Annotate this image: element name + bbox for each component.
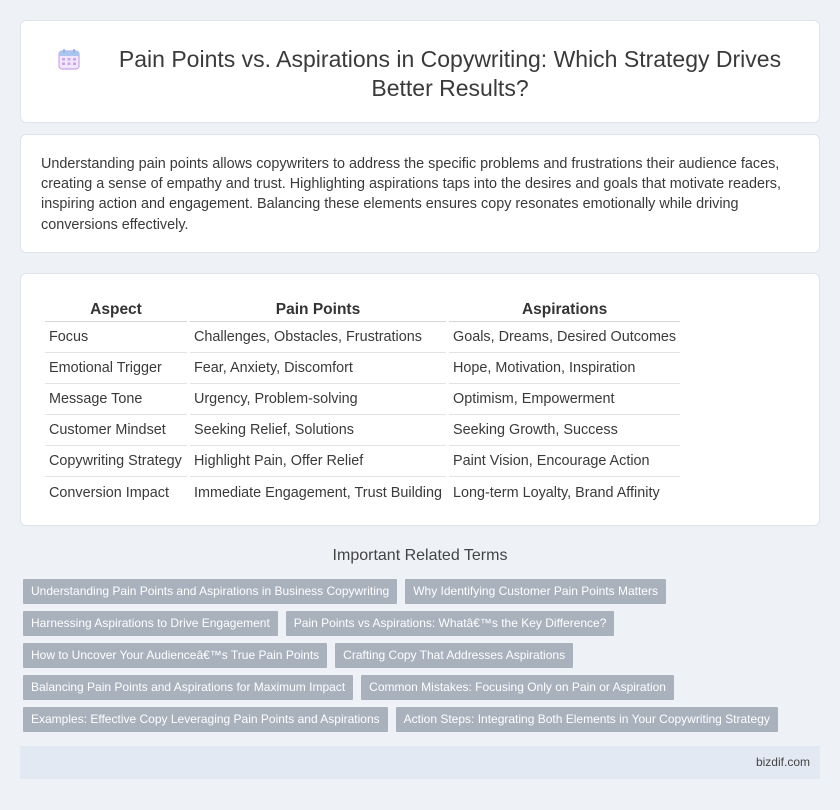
- table-header-row: [45, 296, 680, 322]
- table-cell: Urgency, Problem-solving: [190, 384, 446, 415]
- related-term-link[interactable]: Action Steps: Integrating Both Elements in Your Copywriting Strategy: [396, 707, 778, 732]
- table-cell: Challenges, Obstacles, Frustrations: [190, 322, 446, 353]
- related-term-link[interactable]: Common Mistakes: Focusing Only on Pain or Aspiration: [361, 675, 674, 700]
- table-cell: Highlight Pain, Offer Relief: [190, 446, 446, 477]
- table-row: [45, 415, 680, 446]
- related-term-link[interactable]: Why Identifying Customer Pain Points Matters: [405, 579, 666, 604]
- table-row: [45, 477, 680, 508]
- intro-card: [20, 134, 820, 253]
- site-name[interactable]: bizdif.com: [755, 755, 810, 769]
- table-cell: Emotional Trigger: [45, 353, 187, 384]
- table-cell: Customer Mindset: [45, 415, 187, 446]
- page-title: Pain Points vs. Aspirations in Copywriting: Which Strategy Drives Better Results?: [118, 46, 782, 101]
- column-header: Aspirations: [449, 296, 680, 322]
- related-term-link[interactable]: Pain Points vs Aspirations: Whatâ€™s the Key Difference?: [286, 611, 615, 636]
- column-header: Aspect: [45, 296, 187, 322]
- table-row: [45, 353, 680, 384]
- table-cell: Focus: [45, 322, 187, 353]
- column-header: Pain Points: [190, 296, 446, 322]
- table-cell: Hope, Motivation, Inspiration: [449, 353, 680, 384]
- related-terms-list: [23, 579, 803, 739]
- table-cell: Immediate Engagement, Trust Building: [194, 484, 442, 501]
- table-row: [45, 446, 680, 477]
- table-cell: Paint Vision, Encourage Action: [449, 446, 680, 477]
- footer: [20, 746, 820, 779]
- table-cell: Conversion Impact: [49, 484, 169, 501]
- table-cell: Seeking Relief, Solutions: [190, 415, 446, 446]
- related-term-link[interactable]: Harnessing Aspirations to Drive Engagement: [23, 611, 278, 636]
- related-term-link[interactable]: How to Uncover Your Audienceâ€™s True Pain Points: [23, 643, 327, 668]
- related-term-link[interactable]: Understanding Pain Points and Aspirations in Business Copywriting: [23, 579, 397, 604]
- related-term-link[interactable]: Crafting Copy That Addresses Aspirations: [335, 643, 573, 668]
- table-cell: Optimism, Empowerment: [449, 384, 680, 415]
- comparison-table: [42, 296, 683, 508]
- title-card: [20, 20, 820, 123]
- table-row: [45, 322, 680, 353]
- table-cell: Long-term Loyalty, Brand Affinity: [453, 484, 660, 501]
- intro-text: Understanding pain points allows copywriters to address the specific problems and frustrations their audience faces, creating a sense of empathy and trust. Highlighting aspirations taps into the desires and goals that motivate readers, inspiring action and engagement. Balancing these elements ensures copy resonates emotionally while driving conversions effectively.: [41, 156, 781, 233]
- table-cell: Seeking Growth, Success: [449, 415, 680, 446]
- table-row: [45, 384, 680, 415]
- comparison-table-card: [20, 273, 820, 526]
- related-terms-heading: Important Related Terms: [332, 547, 508, 564]
- table-cell: Goals, Dreams, Desired Outcomes: [449, 322, 680, 353]
- table-cell: Copywriting Strategy: [45, 446, 187, 477]
- table-cell: Fear, Anxiety, Discomfort: [190, 353, 446, 384]
- table-cell: Message Tone: [45, 384, 187, 415]
- related-term-link[interactable]: Examples: Effective Copy Leveraging Pain Points and Aspirations: [23, 707, 388, 732]
- calendar-icon: [58, 48, 80, 70]
- related-term-link[interactable]: Balancing Pain Points and Aspirations for Maximum Impact: [23, 675, 353, 700]
